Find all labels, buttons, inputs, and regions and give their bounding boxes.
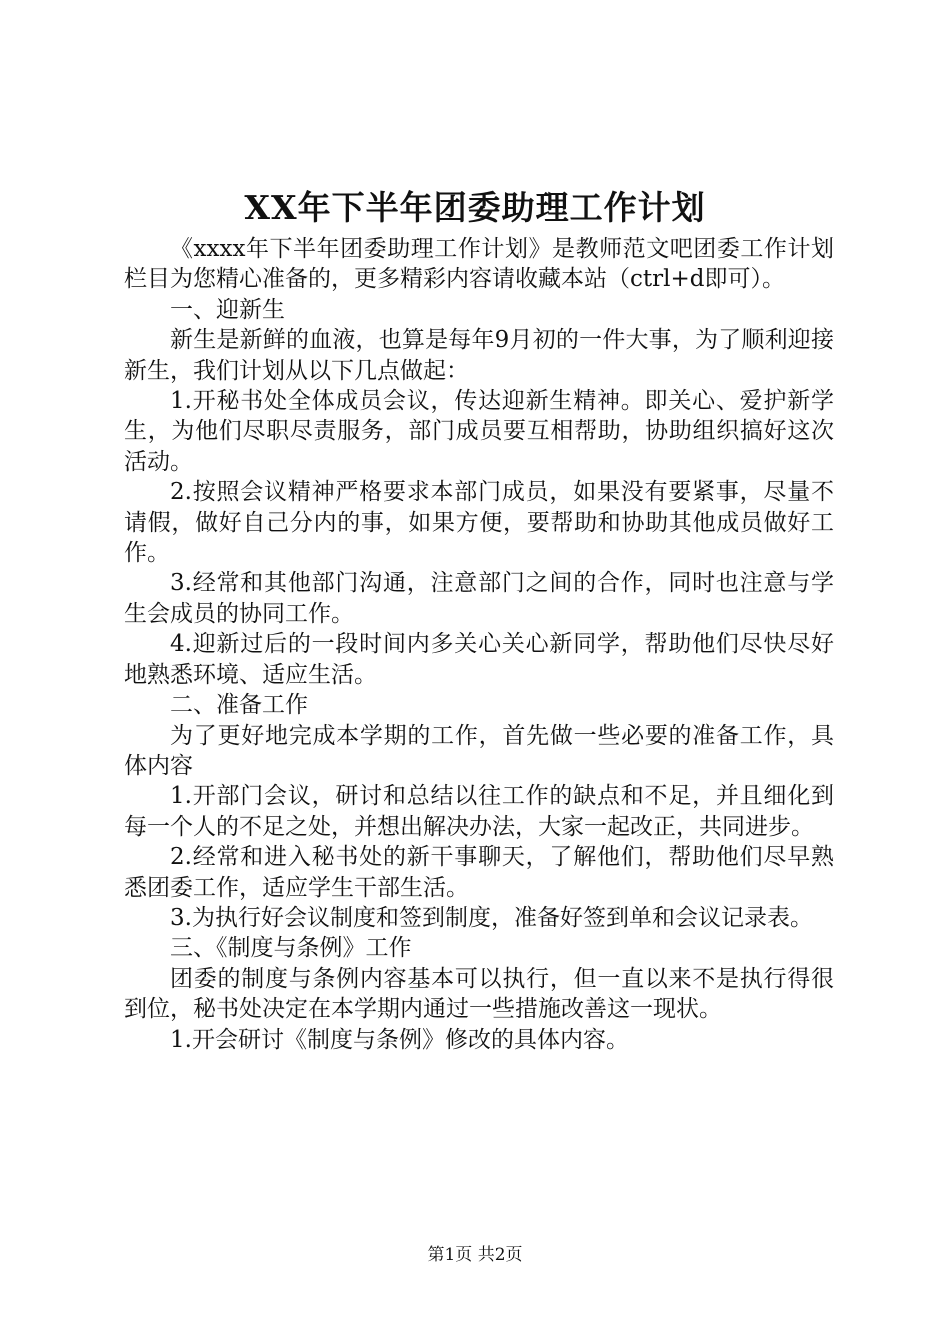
intro-paragraph: 《xxxx年下半年团委助理工作计划》是教师范文吧团委工作计划栏目为您精心准备的，更多精彩内容请收藏本站（ctrl+d即可）。 [124,236,834,293]
list-item: 2.按照会议精神严格要求本部门成员，如果没有要紧事，尽量不请假，做好自己分内的事，如果方便，要帮助和协助其他成员做好工作。 [124,479,834,567]
list-item: 3.为执行好会议制度和签到制度，准备好签到单和会议记录表。 [170,904,813,931]
paragraph: 新生是新鲜的血液，也算是每年9月初的一件大事，为了顺利迎接新生，我们计划从以下几点做起： [124,327,834,384]
paragraph: 团委的制度与条例内容基本可以执行，但一直以来不是执行得很到位，秘书处决定在本学期内通过一些措施改善这一现状。 [124,965,834,1023]
paragraph: 为了更好地完成本学期的工作，首先做一些必要的准备工作，具体内容 [124,722,834,779]
document-body [124,234,834,1055]
page-footer: 第1页 共2页 [427,1245,523,1265]
list-item: 3.经常和其他部门沟通，注意部门之间的合作，同时也注意与学生会成员的协同工作。 [124,570,834,627]
section-heading-1: 一、迎新生 [170,296,285,323]
list-item: 1.开会研讨《制度与条例》修改的具体内容。 [170,1026,629,1053]
document-title: XX年下半年团委助理工作计划 [244,188,706,227]
section-heading-2: 二、准备工作 [170,692,308,719]
list-item: 4.迎新过后的一段时间内多关心关心新同学，帮助他们尽快尽好地熟悉环境、适应生活。 [124,631,834,688]
list-item: 1.开部门会议，研讨和总结以往工作的缺点和不足，并且细化到每一个人的不足之处，并想出解决办法，大家一起改正，共同进步。 [124,783,834,840]
list-item: 1.开秘书处全体成员会议，传达迎新生精神。即关心、爱护新学生，为他们尽职尽责服务，部门成员要互相帮助，协助组织搞好这次活动。 [124,388,834,475]
list-item: 2.经常和进入秘书处的新干事聊天，了解他们，帮助他们尽早熟悉团委工作，适应学生干部生活。 [124,844,834,901]
section-heading-3: 三、《制度与条例》工作 [170,935,412,962]
